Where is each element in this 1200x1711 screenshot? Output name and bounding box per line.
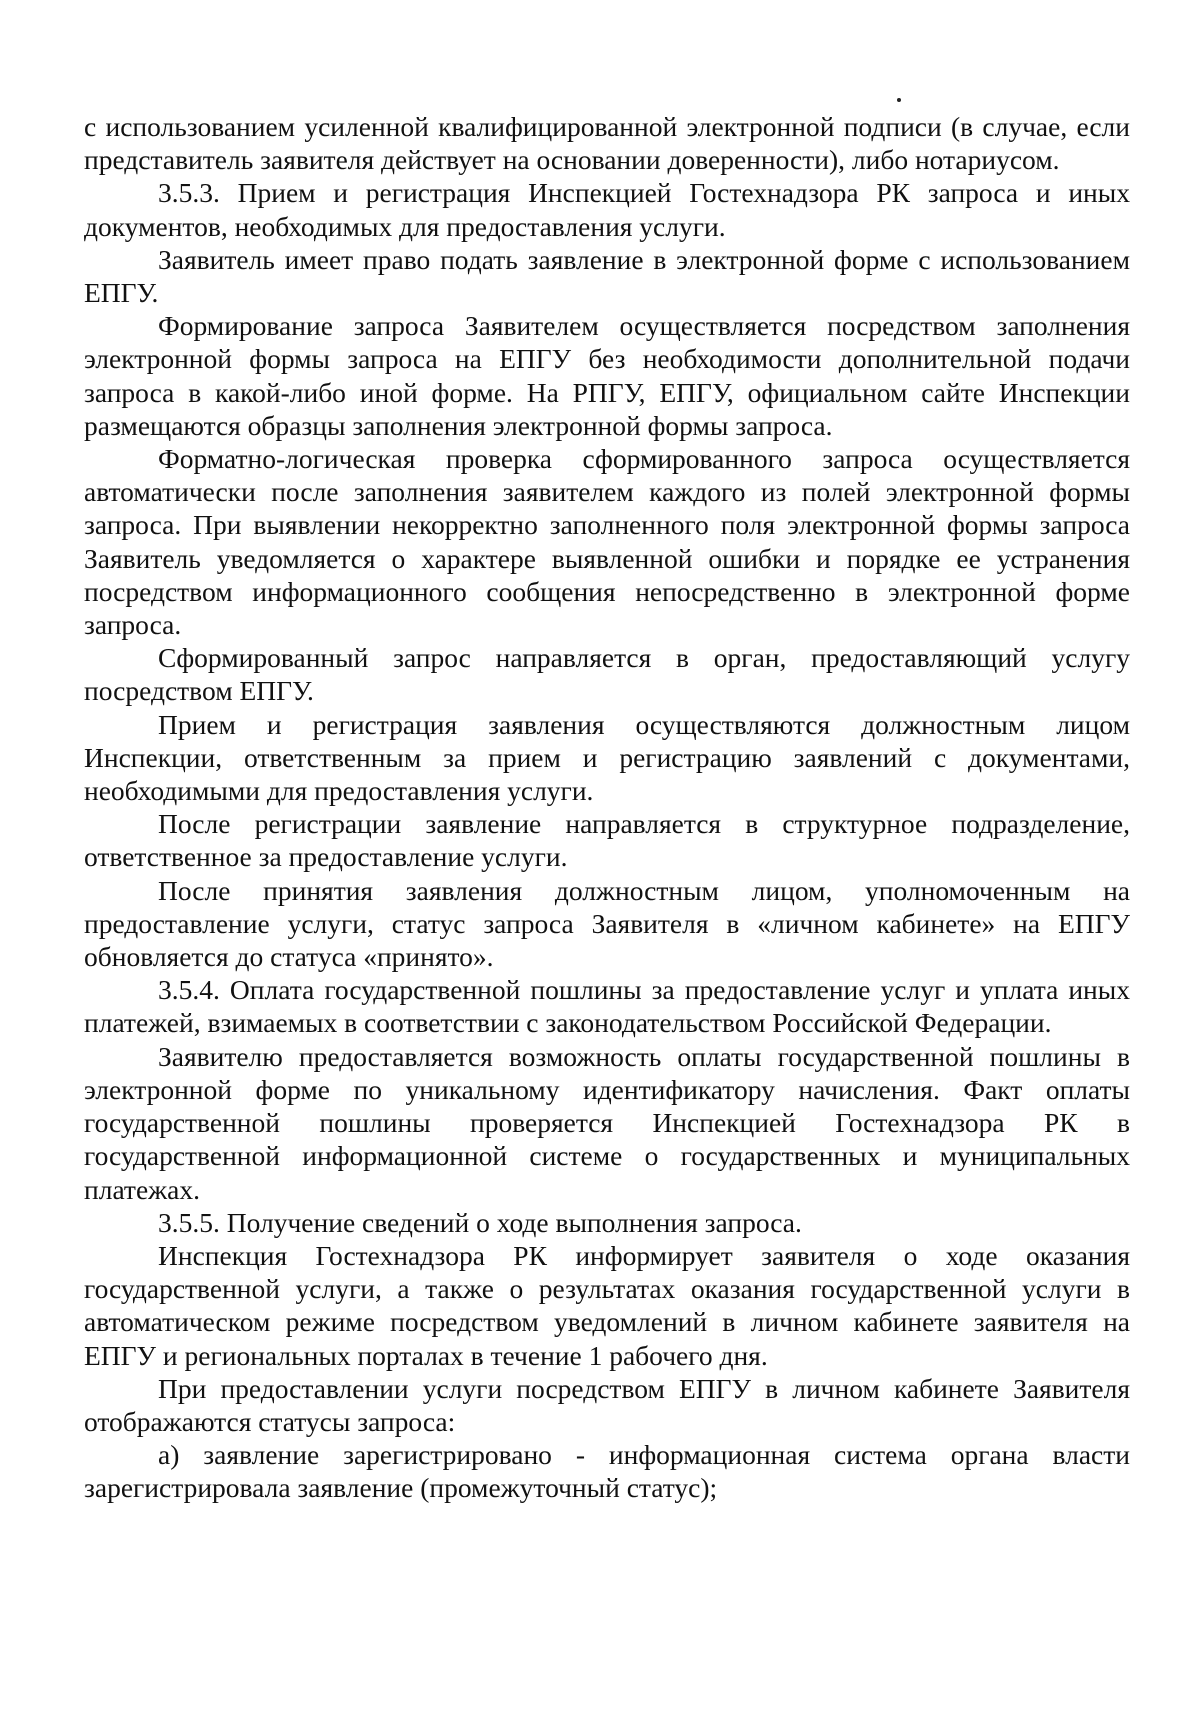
scan-speck: [897, 98, 901, 102]
paragraph: После принятия заявления должностным лицом, уполномоченным на предоставление услуги, статус запроса Заявителя в «личном кабинете» на ЕПГУ обновляется до статуса «принято».: [84, 874, 1130, 973]
paragraph-continuation: с использованием усиленной квалифицированной электронной подписи (в случае, если представитель заявителя действует на основании доверенности), либо нотариусом.: [84, 111, 1130, 176]
document-page: [84, 110, 1130, 1505]
paragraph-section-3-5-4: 3.5.4. Оплата государственной пошлины за предоставление услуг и уплата иных платежей, взимаемых в соответствии с законодательством Российской Федерации.: [84, 974, 1130, 1039]
paragraph: После регистрации заявление направляется в структурное подразделение, ответственное за предоставление услуги.: [84, 808, 1130, 873]
paragraph: Сформированный запрос направляется в орган, предоставляющий услугу посредством ЕПГУ.: [84, 642, 1130, 707]
list-item-a: а) заявление зарегистрировано - информационная система органа власти зарегистрировала заявление (промежуточный статус);: [84, 1439, 1130, 1504]
paragraph: Прием и регистрация заявления осуществляются должностным лицом Инспекции, ответственным за прием и регистрацию заявлений с документами, необходимыми для предоставления услуги.: [84, 708, 1130, 807]
paragraph: Инспекция Гостехнадзора РК информирует заявителя о ходе оказания государственной услуги, а также о результатах оказания государственной услуги в автоматическом режиме посредством уведомлений в личном кабинете заявителя на ЕПГУ и региональных порталах в течение 1 рабочего дня.: [84, 1239, 1130, 1371]
paragraph: При предоставлении услуги посредством ЕПГУ в личном кабинете Заявителя отображаются статусы запроса:: [84, 1372, 1130, 1437]
paragraph: Заявителю предоставляется возможность оплаты государственной пошлины в электронной форме по уникальному идентификатору начисления. Факт оплаты государственной пошлины проверяется Инспекцией Гостехнадзора РК в государственной информационной системе о государственных и муниципальных платежах.: [84, 1040, 1130, 1205]
paragraph-section-3-5-5: 3.5.5. Получение сведений о ходе выполнения запроса.: [158, 1206, 802, 1238]
paragraph: Формирование запроса Заявителем осуществляется посредством заполнения электронной формы запроса на ЕПГУ без необходимости дополнительной подачи запроса в какой-либо иной форме. На РПГУ, ЕПГУ, официальном сайте Инспекции размещаются образцы заполнения электронной формы запроса.: [84, 310, 1130, 441]
paragraph: Форматно-логическая проверка сформированного запроса осуществляется автоматически после заполнения заявителем каждого из полей электронной формы запроса. При выявлении некорректно заполненного поля электронной формы запроса Заявитель уведомляется о характере выявленной ошибки и порядке ее устранения посредством информационного сообщения непосредственно в электронной форме запроса.: [84, 443, 1130, 641]
paragraph: Заявитель имеет право подать заявление в электронной форме с использованием ЕПГУ.: [84, 243, 1130, 309]
paragraph-section-3-5-3: 3.5.3. Прием и регистрация Инспекцией Гостехнадзора РК запроса и иных документов, необходимых для предоставления услуги.: [84, 177, 1130, 242]
